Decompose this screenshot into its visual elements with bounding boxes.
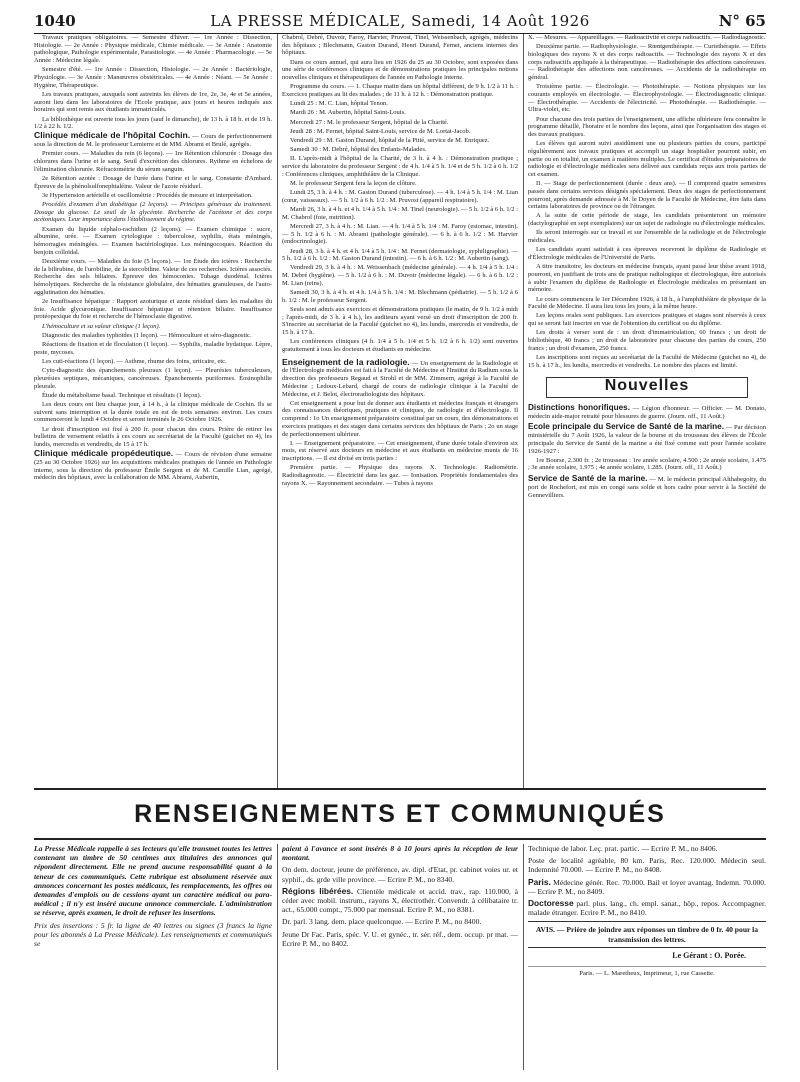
- classified-ad: [528, 899, 766, 917]
- lower-column-right: [528, 844, 766, 1076]
- printer-credit: Paris. — L. Maretheux, Imprimeur, 1, rue Cassette.: [528, 966, 766, 978]
- lower-column-middle: [282, 844, 518, 1076]
- paragraph: A titre transitoire, les docteurs en médecine français, ayant passé leur thèse avant 1918, pourront, en justifiant de trois ans de pratique radiologique et électrologique, être autorisés à subir l'examen du diplôme de Radiologie et Électrologie médicales en présentant un mémoire.: [528, 263, 766, 294]
- section-heading: Distinctions honorifiques.: [528, 403, 631, 413]
- paragraph: Les cuti-réactions (1 leçon). — Asthme, rhume des foins, urticaire, etc.: [42, 357, 227, 365]
- column-divider: [523, 844, 524, 1070]
- classified-ad: On dem. docteur, jeune de préférence, av. dipl. d'Etat, pr. cabinet voies ur. et syphil., ds. grde ville province. — Ecrire P. M., no 8340.: [282, 865, 518, 884]
- classified-ad: [282, 887, 518, 915]
- paragraph: Mardi 26 : M. Aubertin, hôpital Saint-Louis.: [290, 109, 406, 117]
- classified-ad: Technique de labor. Leç. prat. partic. — Ecrire P. M., no 8406.: [528, 844, 718, 853]
- paragraph: Les élèves qui auront suivi assidûment une ou plusieurs parties du cours, participé régulièrement aux travaux pratiques et accompli un stage hospitalier pourront subir, en partie ou en totalité, un examen à matières multiples. Le certificat d'études préparatoires de radiologie et d'électrologie médicales sera délivré aux candidats reçus aux trois parties de cet examen.: [528, 140, 766, 178]
- paragraph: La bibliothèque est ouverte tous les jours (sauf le dimanche), de 13 h. à 18 h. et de 19 h. 1/2 à 22 h. 1/2.: [34, 115, 272, 131]
- ad-heading: Paris.: [528, 876, 551, 887]
- paragraph: Le droit d'inscription est fixé à 200 fr. pour chacun des cours. Prière de retirer les bulletins de versement relatifs à ces cours au secrétariat de la Faculté (guichet no 4), les lundis, mercredis et vendredis, de 15 à 17 h.: [34, 425, 272, 448]
- paragraph: Les inscriptions sont reçues au secrétariat de la Faculté de Médecine (guichet no 4), de 15 h. à 17 h., les lundis, mercredis et vendredis. Le nombre des places est limité.: [528, 353, 766, 369]
- column-right: [528, 34, 766, 788]
- paragraph: Samedi 30, 3 h. à 4 h. et 4 h. 1/4 à 5 h. 1/4 : M. Blechmann (pédiatrie). — 5 h. 1/2 à 6 h. 1/2 : M. le professeur Sergent.: [282, 289, 518, 304]
- paragraph: Chabrol, Debré, Duvoir, Faroy, Harvier, Pruvost, Tinel, Weissenbach, agrégés, médecins des hôpitaux ; Blechmann, Gaston Durand, Henri Durand, Fernet, anciens internes des hôpitaux.: [282, 34, 518, 57]
- paragraph: Seuls sont admis aux exercices et démonstrations pratiques (le matin, de 9 h. 1/2 à midi ; l'après-midi, de 3 h. à 4 h.), les auditeurs ayant versé un droit d'inscription de 200 fr. S'inscrire au secrétariat de la Faculté (guichet no 4), les lundis, mercredis et vendredis, de 15 h. à 17 h.: [282, 306, 518, 337]
- classified-ad: Dr. parl. 3 lang. dem. place quelconque. — Ecrire P. M., no 8400.: [282, 917, 482, 927]
- ad-text: parl. plus. lang., ch. empl. sanat., hôp., repos. Accompagner. malade étranger. Ecrire P. M., no 8410.: [528, 899, 766, 918]
- lower-column-left: [34, 844, 272, 1076]
- page-number: 1040: [34, 12, 76, 30]
- section-heading: Service de Santé de la marine.: [528, 474, 648, 484]
- paragraph: II. L'après-midi à l'hôpital de la Charité, de 3 h. à 4 h. : Démonstration pratique ; service du laboratoire du professeur Sergent : de 4 h. 1/4 à 5 h. 1/4 et de 5 h. 1/2 à 6 h. 1/2 : Conférences cliniques, amphithéâtre de la Clinique.: [282, 155, 518, 178]
- paragraph: — Un enseignement de la Radiologie et de l'Électrologie médicales est fait à la Faculté de Médecine et l'Institut du Radium sous la direction des professeurs Regaud et Strohl et de MM. Zimmern, agrégé à la Faculté de Médecine ; Ledoux-Lebard, chargé de cours de radiologie clinique à la Faculté de Médecine, et J. Belot, électroradiologiste des hôpitaux.: [282, 359, 518, 398]
- section-ecole: [528, 423, 766, 455]
- nouvelles-header-box: [546, 377, 748, 398]
- notice-paragraph: La Presse Médicale rappelle à ses lecteurs qu'elle transmet toutes les lettres contenant un timbre de 50 centimes aux titulaires des annonces qui répondent directement. Elle ne prend aucune responsabilité quant à la teneur de ces communiqués. Cette rubrique est absolument réservée aux annonces concernant les postes médicaux, les remplacements, les offres ou demandes d'emplois ou de cessions ayant un caractère médical ou para-médical ; il n'y est inséré aucune annonce commerciale. L'administration se réserve, après examen, le droit de refuser les insertions.: [34, 844, 272, 918]
- section-service: [528, 475, 766, 499]
- issue-number: N° 65: [718, 12, 766, 30]
- paragraph: Vendredi 29, 3 h. à 4 h. : M. Weissenbach (médecine générale). — 4 h. 1/4 à 5 h. 1/4 : M. Debré (hygiène). — 5 h. 1/2 à 6 h. : M. Duvoir (médecine légale). — 6 h. à 6 h. 1/2 : M. Lian (reins).: [282, 264, 518, 287]
- paragraph: — Cours de perfectionnement sous la direction de M. le professeur Lemierre et de MM. Abrami et Brulé, agrégés.: [34, 133, 272, 149]
- paragraph: Les droits à verser sont de : un droit d'immatriculation, 60 francs ; un droit de bibliothèque, 40 francs ; un droit de laboratoire pour chacune des parties du cours, 250 francs ; un droit d'examen, 250 francs.: [528, 329, 766, 352]
- classified-ad: Poste de localité agréable, 80 km. Paris, Rec. 120.000. Médecin seul. Indemnité 70.000. — Ecrire P. M., no 8408.: [528, 856, 766, 875]
- paragraph: Programme du cours. — 1. Chaque matin dans un hôpital différent, de 9 h. 1/2 à 11 h. : Exercices pratiques au lit des malades ; de 11 h. à 12 h. : Démonstration pratique.: [282, 83, 518, 98]
- gerant-signature: Le Gérant : O. Porée.: [672, 950, 746, 960]
- paragraph: Pour chacune des trois parties de l'enseignement, une affiche ultérieure fera connaître le programme détaillé, l'horaire et le nombre des leçons, ainsi que l'organisation des stages et des travaux pratiques.: [528, 115, 766, 138]
- paragraph: — M. le médecin principal Althabegoity, du port de Rochefort, est mis en congé sans solde et hors cadre pour servir à la Société de Gennevilliers.: [528, 476, 766, 499]
- section-heading: Clinique médicale de l'hôpital Cochin.: [34, 130, 191, 141]
- paragraph: Étude du métabolisme basal. Technique et résultats (1 leçon).: [42, 391, 202, 399]
- paragraph: Les conférences cliniques (4 h. 1/4 à 5 h. 1/4 et 5 h. 1/2 à 6 h. 1/2) sont ouvertes gratuitement à tous les docteurs et étudiants en médecine.: [282, 338, 518, 354]
- paragraph: Vendredi 29 : M. Gaston Durand, hôpital de la Pitié, service de M. Enriquez.: [290, 136, 490, 144]
- paragraph: 2e Insuffisance hépatique : Rapport azoturique et azote résiduel dans les maladies du foie. Acide glycuronique. Insuffisance hépatique et rétention biliaire. Insuffisance protéopexique du foie et recherche de l'hémoclasie digestive.: [34, 298, 272, 321]
- column-left: [34, 34, 272, 788]
- paragraph: 3e Hypertension artérielle et oscillométrie : Procédés de mesure et interprétation.: [42, 191, 253, 199]
- paragraph: X. — Mesures. — Appareillages. — Radioactivité et corps radioactifs. — Radiodiagnostic.: [528, 34, 766, 41]
- paragraph: Les travaux pratiques, auxquels sont astreints les élèves de 1re, 2e, 3e, 4e et 5e années, auront lieu dans les laboratoires de l'Ecole pratique, aux jours et heures indiqués aux horaires qui sont remis aux étudiants immatriculés.: [34, 90, 272, 114]
- paragraph: Première partie. — Physique des rayons X. Technologie. Radiométrie. Radiodiagnostic. — Électricité dans les gaz. — Ionisation. Propriétés fondamentales des rayons X. — Rayonnement secondaire. — Tubes à rayons: [282, 464, 518, 487]
- section-radiologie: [282, 356, 518, 399]
- paragraph: Les leçons orales sont publiques. Les exercices pratiques et stages sont réservés à ceux qui se seront fait inscrire en vue de l'obtention du certificat ou du diplôme.: [528, 312, 766, 328]
- paragraph: Les deux cours ont lieu chaque jour, à 14 h., à la clinique médicale de Cochin. Ils se suivent sans interruption et la durée totale en est de trois semaines environ. Les cours commenceront le lundi 4 Octobre et seront terminés le 26 Octobre 1926.: [34, 400, 272, 424]
- banner-title: RENSEIGNEMENTS ET COMMUNIQUÉS: [134, 799, 666, 828]
- avis-notice: AVIS. — Prière de joindre aux réponses un timbre de 0 fr. 40 pour la transmission des lettres.: [528, 921, 766, 947]
- paragraph: M. le professeur Sergent fera la leçon de clôture.: [290, 179, 417, 187]
- section-heading: Ecole principale du Service de Santé de la marine.: [528, 422, 724, 432]
- paragraph: Mercredi 27 : M. le professeur Sergent, hôpital de la Charité.: [290, 118, 449, 126]
- page-header: [34, 8, 766, 34]
- paragraph: A la suite de cette période de stage, les candidats présenteront un mémoire (dactylographié en sept exemplaires) sur un sujet de radiologie ou d'électrologie médicales.: [528, 212, 766, 228]
- notice-continuation: paient à l'avance et sont insérés 8 à 10 jours après la réception de leur montant.: [282, 844, 518, 863]
- journal-title: LA PRESSE MÉDICALE, Samedi, 14 Août 1926: [210, 12, 590, 30]
- paragraph: Samedi 30 : M. Debré, hôpital des Enfants-Malades.: [290, 146, 427, 154]
- paragraph: II. — Stage de perfectionnement (durée : deux ans). — Il comprend quatre semestres passés dans certains services désignés spécialement. Deux des stages de perfectionnement pourront, après demande adressée à M. le Doyen de la Faculté de Médecine, être faits dans certains laboratoires de province ou de l'étranger.: [528, 180, 766, 211]
- paragraph: Jeudi 28, 3 h. à 4 h. et 4 h. 1/4 à 5 h. 1/4 : M. Fernet (dermatologie, syphiligraphie). — 5 h. 1/2 à 6 h. 1/2 : M. Gaston Durand (intestin). — 6 h. à 6 h. 1/2 : M. Aubertin (sang).: [282, 247, 518, 263]
- paragraph: Réactions de fixation et de floculation (1 leçon). — Syphilis, maladie hydatique. Lèpre, peste, mycoses.: [34, 341, 272, 356]
- paragraph: Ils seront interrogés sur ce travail et sur l'ensemble de la radiologie et de l'électrologie médicales.: [528, 229, 766, 245]
- paragraph: Lundi 25, 3 h. à 4 h. : M. Gaston Durand (tuberculose). — 4 h. 1/4 à 5 h. 1/4 : M. Lian (cœur, vaisseaux). — 5 h. 1/2 à 6 h. 1/2 : M. Pruvost (appareil respiratoire).: [282, 189, 518, 204]
- section-banner: [34, 788, 766, 840]
- paragraph: Cet enseignement a pour but de donner aux étudiants et médecins français et étrangers des connaissances théoriques, pratiques et cliniques, de radiologie et d'électrologie. Il comprend : 1o Un enseignement préparatoire constitué par un cours, des démonstrations et exercices pratiques et des stages dans certains services des hôpitaux de Paris ; 2o un stage de perfectionnement ultérieur.: [282, 399, 518, 438]
- paragraph: Dans ce cours annuel, qui aura lieu en 1926 du 25 au 30 Octobre, sont exposées dans une série de conférences cliniques et de démonstrations pratiques les principales notions nouvelles cliniques et thérapeutiques de l'année en Pathologie interne.: [282, 58, 518, 82]
- section-heading: Clinique médicale propédeutique.: [34, 448, 174, 459]
- classified-ad: [528, 878, 766, 896]
- paragraph: Deuxième partie. — Radiophysiologie. — Rœntgenthérapie. — Curiethérapie. — Effets biologiques des rayons X et des corps radioactifs. — Technologie des rayons X et des corps radioactifs appliquée à la thérapeutique. — Radiothérapie des affections cancéreuses. — Radiothérapie des affections non cancéreuses. — Accidents de la radiothérapie en général.: [528, 43, 766, 82]
- paragraph: — Légion d'honneur. — Officier. — M. Donato, médecin aide-major retraité pour blessures de guerre. (Journ. off., 11 Août.): [528, 405, 766, 420]
- paragraph: I. — Enseignement préparatoire. — Cet enseignement, d'une durée totale d'environ six mois, est réservé aux docteurs en médecine et aux étudiants en médecine munis de 16 inscriptions. — Il est divisé en trois parties :: [282, 439, 518, 463]
- ad-text: Clientèle médicale et accid. trav., rap. 110.000, à céder avec mobil. instrum., rayons X, électrothér. Convendr. à célibataire tr. act., 65.000 compt., 75.000 par mensual. Ecrire P. M., no 8381.: [282, 886, 518, 915]
- paragraph: Jeudi 28 : M. Fernet, hôpital Saint-Louis, service de M. Lortat-Jacob.: [290, 127, 471, 135]
- column-divider: [277, 34, 278, 788]
- section-distinctions: [528, 404, 766, 420]
- paragraph: — Cours de révision d'une semaine (25 au 30 Octobre 1926) sur les acquisitions médicales pratiques de l'année en Pathologie interne, sous la direction du professeur Émile Sergent et de M. Camille Lian, agrégé, médecin des hôpitaux, avec la collaboration de MM. Abrami, Aubertin,: [34, 451, 272, 482]
- paragraph: Mardi 26, 3 h. à 4 h. et 4 h. 1/4 à 5 h. 1/4 : M. Tinel (neurologie). — 5 h. 1/2 à 6 h. 1/2 : M. Chabrol (foie, nutrition).: [282, 206, 518, 221]
- paragraph: Troisième partie. — Électrologie. — Photothérapie. — Notions physiques sur les courants employés en électrologie. — Électrophysiologie. — Électrodiagnostic clinique. — Électrothérapie. — Accidents de l'électricité. — Photothérapie. — Radiothérapie. — Ultra-violet, etc.: [528, 83, 766, 114]
- ad-heading: Doctoresse: [528, 898, 574, 909]
- paragraph: Lundi 25 : M. C. Lian, hôpital Tenon.: [290, 100, 388, 108]
- paragraph: 2e Rétention azotée : Dosage de l'urée dans l'urine et le sang. Constante d'Ambard. Épreuve de la phénolsulfonephtaléine. Valeur de l'azote résiduel.: [34, 174, 272, 190]
- paragraph: Les candidats ayant satisfait à ces épreuves recevront le diplôme de Radiologie et d'Électrologie médicales de l'Université de Paris.: [528, 246, 766, 261]
- paragraph: Examen du liquide céphalo-rachidien (2 leçons). — Examen chimique : sucre, albumine, urée. — Examen cytologique : tuberculose, syphilis, états méningés, hémorragies méningées. — Examen bactériologique. Les méningocoques. Réaction du benjoin colloïdal.: [34, 225, 272, 256]
- paragraph: Cyto-diagnostic des épanchements pleuraux (1 leçon). — Pleurésies tuberculeuses, pleurésies septiques, mécaniques, cancéreuses. Épanchements puriformes. Éosinophilie pleurale.: [34, 367, 272, 390]
- section-cochin: [34, 132, 272, 148]
- paragraph: Semestre d'été. — 1re Année : Dissection, Histologie. — 2e Année : Bactériologie, Physiologie. — 3e Année : Manœuvres obstétricales. — 4e Année : Néant. — 5e Année : Hygiène, Thérapeutique.: [34, 66, 272, 89]
- section-propedeutique: [34, 450, 272, 482]
- ad-text: Médecine génér. Rec. 70.000. Bail et loyer avantag. Indemn. 70.000. — Ecrire P. M., no 8409.: [528, 877, 766, 896]
- paragraph: Mercredi 27, 3 h. à 4 h. : M. Lian. — 4 h. 1/4 à 5 h. 1/4 : M. Faroy (estomac, intestin). — 5 h. 1/2 à 6 h. : M. Abrami (pathologie générale). — 6 h. à 6 h. 1/2 : M. Harvier (endocrinologie).: [282, 222, 518, 246]
- paragraph: — Par décision ministérielle du 7 Août 1926, la valeur de la bourse et du trousseau des élèves de l'École principale du Service de Santé de la marine a été fixé comme suit pour l'année scolaire 1926-1927 :: [528, 424, 766, 455]
- paragraph: Procédés d'examen d'un diabétique (2 leçons). — Principes généraux du traitement. Dosage du glucose. Le seuil de la glycémie. Recherche de l'acétone et des corps acétoniques. Leur importance dans l'établissement du régime.: [34, 201, 272, 224]
- column-divider: [277, 844, 278, 1070]
- ad-heading: Régions libérées.: [282, 885, 354, 896]
- paragraph: Diagnostic des maladies typhoïdes (1 leçon). — Hémoculture et séro-diagnostic.: [42, 331, 252, 339]
- paragraph: Premier cours. — Maladies du rein (6 leçons). — 1re Rétention chlorurée : Dosage des chlorures dans l'urine et le sang. Seuil d'excrétion des chlorures. Rythme en échelons de l'élimination chlorurée. Réfractométrie du sérum sanguin.: [34, 150, 272, 173]
- paragraph: L'hémoculture et sa valeur clinique (1 leçon).: [42, 322, 161, 330]
- paragraph: Travaux pratiques obligatoires. — Semestre d'hiver. — 1re Année : Dissection, Histologie. — 2e Année : Physique médicale, Chimie médicale. — 3e Année : Anatomie pathologique, Pathologie expérimentale, Parasitologie. — 4e Année : Pharmacologie. — 5e Année : Médecine légale.: [34, 34, 272, 65]
- nouvelles-title: Nouvelles: [604, 377, 690, 395]
- prices-paragraph: Prix des insertions : 5 fr. la ligne de 40 lettres ou signes (3 francs la ligne pour les abonnés à La Presse Médicale). Les renseignements et communiqués se: [34, 920, 272, 949]
- paragraph: Deuxième cours. — Maladies du foie (5 leçons). — 1re Étude des ictères : Recherche de la bilirubine, de l'urobiline, de la stercobiline. Valeur de ces recherches. Ictères associés. Recherche des sels biliaires. Épreuve des hémoconies. Tubage duodénal. Ictères hémolytiques. Recherche de la résistance globulaire, des hématies granuleuses, de l'auto-agglutination des hématies.: [34, 257, 272, 296]
- paragraph: 1re Bourse, 2.300 fr. ; 2e trousseau : 1re année scolaire, 4.500 ; 2e année scolaire, 1.475 ; 3e année scolaire, 1.975 ; 4e année scolaire, 1.285. (Journ. off., 11 Août.): [528, 456, 766, 472]
- column-divider: [523, 34, 524, 788]
- section-heading: Enseignement de la radiologie.: [282, 356, 410, 367]
- column-middle: [282, 34, 518, 788]
- paragraph: Le cours commencera le 1er Décembre 1926, à 18 h., à l'amphithéâtre de physique de la Faculté de Médecine. Il aura lieu tous les jours, à la même heure.: [528, 295, 766, 311]
- classified-ad: Jeune Dr Fac. Paris, spéc. V. U. et gynéc., tr. sér. réf., dem. occup. pr mat. — Ecrire P. M., no 8402.: [282, 929, 518, 948]
